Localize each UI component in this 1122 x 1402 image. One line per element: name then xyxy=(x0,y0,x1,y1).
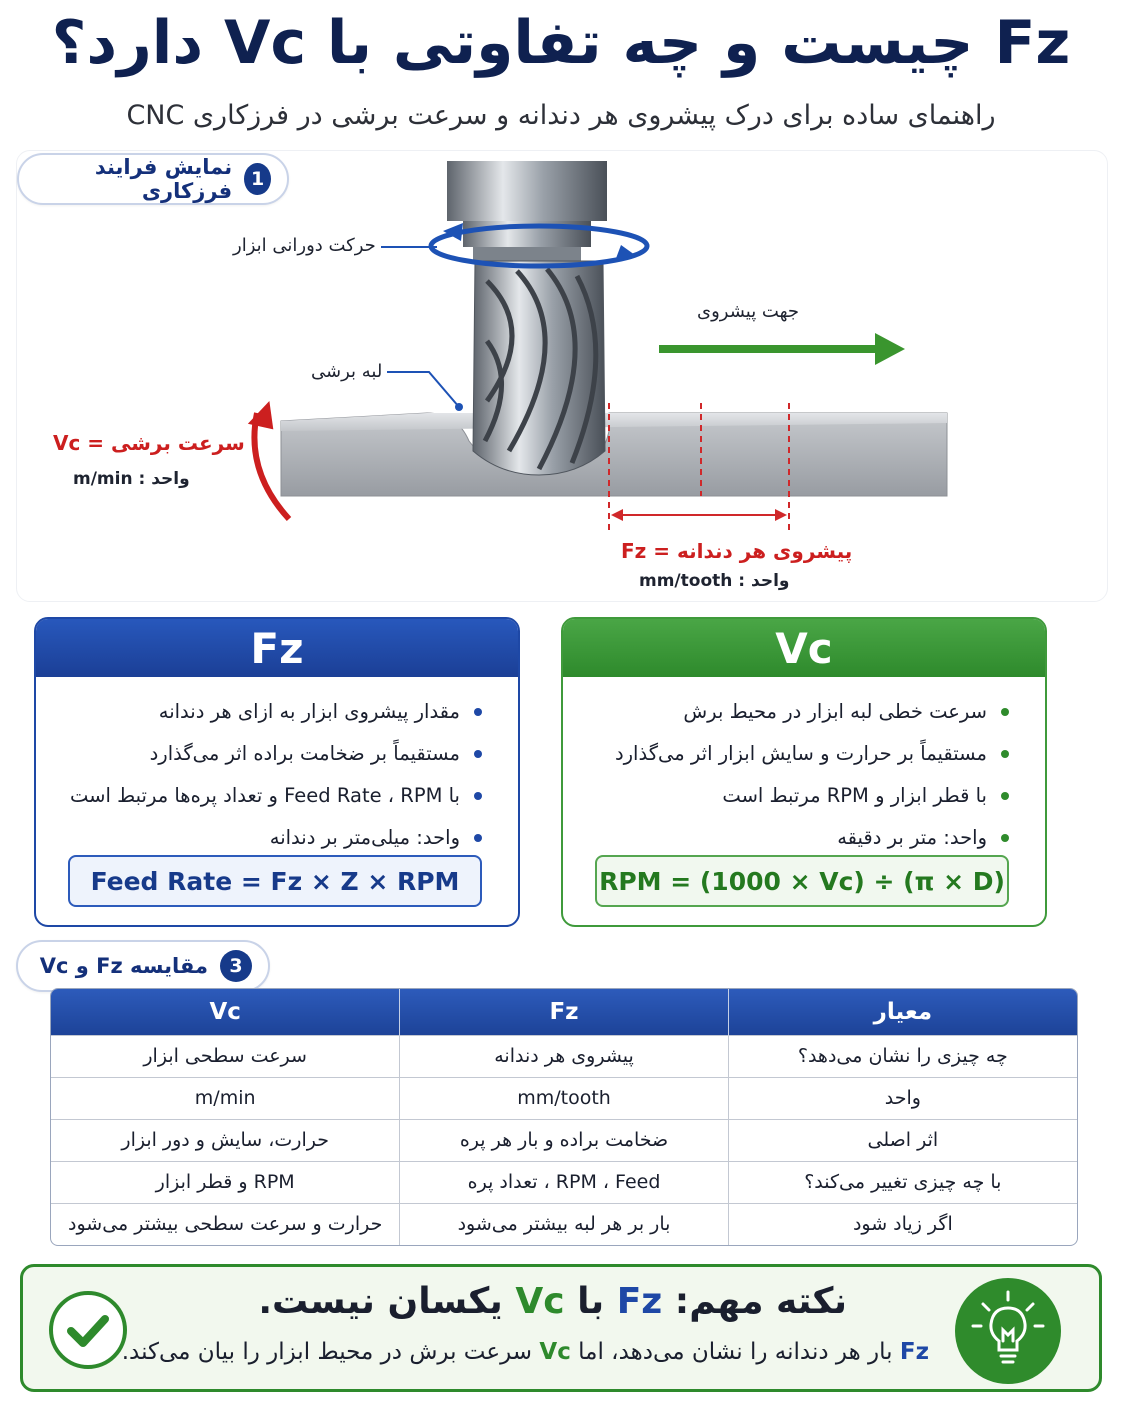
feed-direction-label: جهت پیشروی xyxy=(697,301,800,322)
table-cell: RPM و قطر ابزار xyxy=(51,1161,400,1203)
note-vc: Vc xyxy=(515,1281,565,1322)
bullet-icon xyxy=(474,750,482,758)
vc-item-text: سرعت خطی لبه ابزار در محیط برش xyxy=(683,700,987,723)
table-cell: اثر اصلی xyxy=(728,1119,1077,1161)
table-cell: بار بر هر لبه بیشتر می‌شود xyxy=(400,1203,728,1245)
edge-point xyxy=(455,403,463,411)
fz-unit-label: واحد : mm/tooth xyxy=(639,571,790,591)
rotation-label: حرکت دورانی ابزار xyxy=(233,235,376,256)
fz-formula: Feed Rate = Fz × Z × RPM xyxy=(68,855,482,907)
table-row xyxy=(51,1203,1077,1245)
header-criteria: معیار xyxy=(728,989,1077,1035)
note-detail-fz: Fz xyxy=(899,1339,929,1365)
bullet-icon xyxy=(474,792,482,800)
list-item xyxy=(60,733,482,775)
table-cell: با چه چیزی تغییر می‌کند؟ xyxy=(728,1161,1077,1203)
bullet-icon xyxy=(474,708,482,716)
fz-card-list xyxy=(36,677,518,859)
bullet-icon xyxy=(1001,792,1009,800)
table-cell: حرارت و سرعت سطحی بیشتر می‌شود xyxy=(51,1203,400,1245)
vc-label: سرعت برشی = Vc xyxy=(53,431,245,455)
table-cell: m/min xyxy=(51,1077,400,1119)
table-cell: ضخامت براده و بار هر پره xyxy=(400,1119,728,1161)
checkmark-icon xyxy=(49,1291,127,1369)
collet-ring xyxy=(473,247,581,261)
page-subtitle: راهنمای ساده برای درک پیشروی هر دندانه و سرعت برشی در فرزکاری CNC xyxy=(126,100,996,131)
section3-badge xyxy=(16,940,270,992)
important-note xyxy=(20,1264,1102,1392)
note-detail xyxy=(122,1339,929,1365)
fz-card-title: Fz xyxy=(36,619,518,677)
note-detail-a: بار هر دندانه را نشان می‌دهد، اما xyxy=(578,1339,893,1365)
vc-item-text: با قطر ابزار و RPM مرتبط است xyxy=(722,784,987,807)
section1-badge xyxy=(17,153,289,205)
list-item xyxy=(587,733,1009,775)
table-cell: اگر زیاد شود xyxy=(728,1203,1077,1245)
fz-dimension-right-arrow xyxy=(775,509,787,521)
title-vc: Vc xyxy=(224,8,307,78)
table-row xyxy=(51,1077,1077,1119)
table-header-row xyxy=(51,989,1077,1035)
header-vc: Vc xyxy=(51,989,400,1035)
vc-card-title: Vc xyxy=(563,619,1045,677)
vc-arrowhead xyxy=(243,401,279,437)
title-end: دارد؟ xyxy=(51,8,204,78)
bullet-icon xyxy=(1001,834,1009,842)
section3-label: مقایسه Fz و Vc xyxy=(39,954,208,978)
note-fz: Fz xyxy=(616,1281,663,1322)
title-mid: چیست و چه تفاوتی با xyxy=(326,8,974,78)
table-cell: واحد xyxy=(728,1077,1077,1119)
lightbulb-icon xyxy=(955,1278,1061,1384)
vc-formula: RPM = (1000 × Vc) ÷ (π × D) xyxy=(595,855,1009,907)
section1-number: 1 xyxy=(244,163,271,195)
list-item xyxy=(60,691,482,733)
table-cell: سرعت سطحی ابزار xyxy=(51,1035,400,1077)
table-cell: mm/tooth xyxy=(400,1077,728,1119)
table-cell: پیشروی هر دندانه xyxy=(400,1035,728,1077)
header-fz: Fz xyxy=(400,989,728,1035)
fz-item-text: واحد: میلی‌متر بر دندانه xyxy=(269,826,460,849)
note-detail-b: سرعت برش در محیط ابزار را بیان می‌کند. xyxy=(121,1339,533,1365)
table-cell: حرارت، سایش و دور ابزار xyxy=(51,1119,400,1161)
list-item xyxy=(587,775,1009,817)
list-item xyxy=(587,817,1009,859)
milling-diagram-panel xyxy=(16,150,1108,602)
note-suffix: یکسان نیست. xyxy=(258,1281,503,1322)
fz-item-text: با Feed Rate ، RPM و تعداد پره‌ها مرتبط است xyxy=(70,784,460,807)
vc-unit-label: واحد : m/min xyxy=(73,469,190,489)
fz-item-text: مستقیماً بر ضخامت براده اثر می‌گذارد xyxy=(149,742,460,765)
note-with: با xyxy=(577,1281,605,1322)
table-cell: RPM ، Feed ، تعداد پره xyxy=(400,1161,728,1203)
note-prefix: نکته مهم: xyxy=(674,1281,847,1322)
note-detail-vc: Vc xyxy=(539,1339,571,1365)
section1-label: نمایش فرایند فرزکاری xyxy=(94,155,233,203)
fz-card xyxy=(34,617,520,927)
title-fz: Fz xyxy=(994,8,1071,78)
vc-card-list xyxy=(563,677,1045,859)
bullet-icon xyxy=(1001,750,1009,758)
feed-arrowhead xyxy=(875,333,905,365)
fz-dimension-left-arrow xyxy=(611,509,623,521)
fz-item-text: مقدار پیشروی ابزار به ازای هر دندانه xyxy=(158,700,460,723)
note-headline xyxy=(258,1281,847,1322)
vc-item-text: مستقیماً بر حرارت و سایش ابزار اثر می‌گذارد xyxy=(614,742,987,765)
edge-leader xyxy=(387,372,459,407)
section3-number: 3 xyxy=(220,950,252,982)
page-title xyxy=(0,8,1122,78)
bullet-icon xyxy=(1001,708,1009,716)
tool-holder xyxy=(447,161,607,221)
table-cell: چه چیزی را نشان می‌دهد؟ xyxy=(728,1035,1077,1077)
cutting-edge-label: لبه برشی xyxy=(311,361,383,382)
fz-label: پیشروی هر دندانه = Fz xyxy=(621,539,853,563)
table-row xyxy=(51,1161,1077,1203)
table-row xyxy=(51,1035,1077,1077)
vc-item-text: واحد: متر بر دقیقه xyxy=(837,826,987,849)
comparison-table xyxy=(50,988,1078,1246)
list-item xyxy=(60,817,482,859)
list-item xyxy=(60,775,482,817)
bullet-icon xyxy=(474,834,482,842)
list-item xyxy=(587,691,1009,733)
table-row xyxy=(51,1119,1077,1161)
vc-card xyxy=(561,617,1047,927)
milling-diagram xyxy=(17,151,1109,603)
